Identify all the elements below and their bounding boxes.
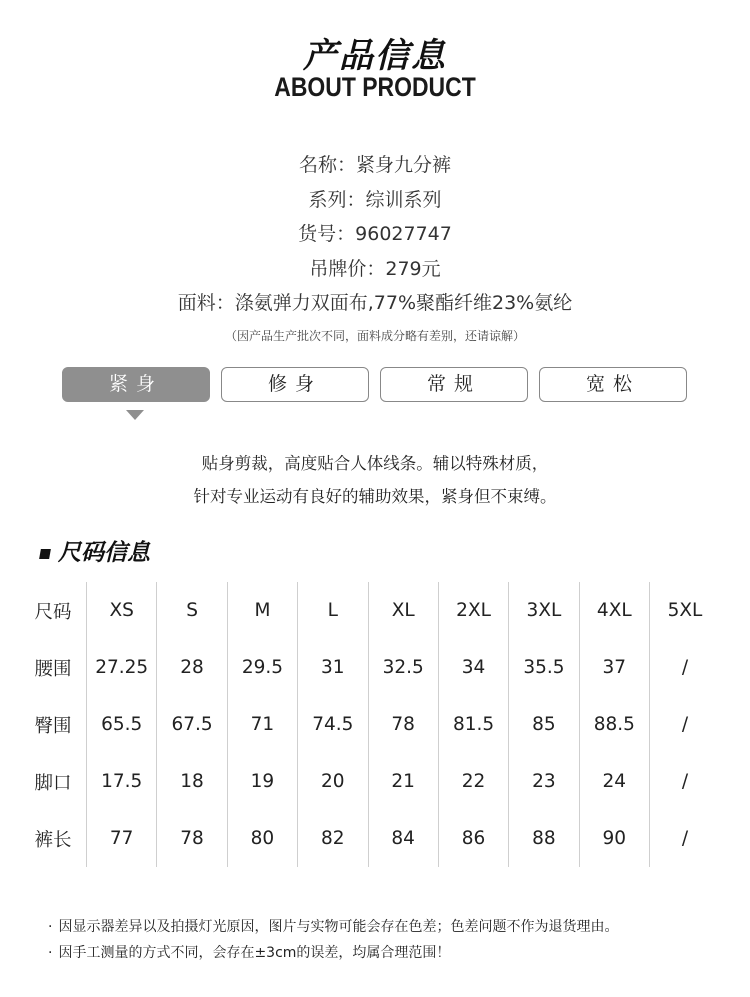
size-table-cell: 71: [227, 696, 297, 753]
size-table-header-row: [20, 582, 720, 639]
size-table-cell: 28: [157, 639, 227, 696]
size-table-cell: 88.5: [579, 696, 649, 753]
size-table-row: [20, 753, 720, 810]
size-table-row-label: 臀围: [34, 715, 72, 737]
fit-description: [0, 447, 750, 513]
fabric-note: （因产品生产批次不同，面料成分略有差别，还请谅解）: [224, 329, 525, 343]
size-table-cell: 20: [298, 753, 368, 810]
size-table-cell: M: [227, 582, 297, 639]
fit-description-line: 贴身剪裁，高度贴合人体线条。辅以特殊材质，: [201, 454, 549, 473]
size-table-cell: 67.5: [157, 696, 227, 753]
footnote-text: 因手工测量的方式不同，会存在±3cm的误差，均属合理范围！: [58, 945, 451, 961]
size-table-cell: 19: [227, 753, 297, 810]
size-table-cell: 4XL: [579, 582, 649, 639]
fit-description-line: 针对专业运动有良好的辅助效果，紧身但不束缚。: [193, 487, 557, 506]
size-table-cell: 77: [87, 810, 157, 867]
product-series: 系列：综训系列: [308, 188, 442, 211]
size-table-cell: 3XL: [509, 582, 579, 639]
size-table-cell: 88: [509, 810, 579, 867]
size-table-cell: 27.25: [87, 639, 157, 696]
square-bullet-icon: [39, 549, 51, 559]
footnote-bullet: ·: [48, 919, 53, 935]
size-table-cell: 74.5: [298, 696, 368, 753]
footnote-text: 因显示器差异以及拍摄灯光原因，图片与实物可能会存在色差；色差问题不作为退货理由。: [58, 919, 619, 935]
selected-fit-pointer-icon: [126, 410, 144, 420]
product-item-no: 货号：96027747: [298, 223, 452, 245]
size-table-cell: 35.5: [509, 639, 579, 696]
size-table-cell: 21: [368, 753, 438, 810]
size-table-row-label: 尺码: [34, 601, 72, 623]
size-table-cell: 24: [579, 753, 649, 810]
size-table-cell: S: [157, 582, 227, 639]
size-table-cell: L: [298, 582, 368, 639]
footnote: [48, 914, 618, 940]
size-table-cell: /: [650, 696, 721, 753]
size-table-cell: XL: [368, 582, 438, 639]
footnote: [48, 940, 618, 966]
size-table-cell: 18: [157, 753, 227, 810]
size-table-cell: 90: [579, 810, 649, 867]
size-table-cell: 34: [438, 639, 508, 696]
page-subtitle: ABOUT PRODUCT: [274, 72, 476, 102]
size-table-row: [20, 810, 720, 867]
size-table-row-label: 腰围: [34, 658, 72, 680]
size-table-row: [20, 639, 720, 696]
size-table-cell: /: [650, 753, 721, 810]
size-table-cell: 65.5: [87, 696, 157, 753]
size-table-cell: /: [650, 639, 721, 696]
size-table-cell: 23: [509, 753, 579, 810]
size-table-cell: 2XL: [438, 582, 508, 639]
size-table-cell: 86: [438, 810, 508, 867]
footnote-bullet: ·: [48, 945, 53, 961]
size-table-cell: 31: [298, 639, 368, 696]
product-name: 名称：紧身九分裤: [298, 154, 451, 176]
size-table-cell: 37: [579, 639, 649, 696]
size-table-cell: 78: [368, 696, 438, 753]
fit-selector: [62, 367, 688, 402]
fit-option-tight[interactable]: 紧身: [62, 367, 210, 402]
size-table-cell: 82: [298, 810, 368, 867]
size-table-cell: 80: [227, 810, 297, 867]
size-table-cell: 29.5: [227, 639, 297, 696]
product-info: [0, 148, 750, 321]
size-table-row-label: 裤长: [34, 829, 72, 851]
footnotes: [48, 914, 618, 966]
product-price: 吊牌价：279元: [309, 257, 441, 280]
size-section-title-text: 尺码信息: [58, 540, 150, 566]
size-table-row-label: 脚口: [34, 772, 72, 794]
product-fabric: 面料：涤氨弹力双面布,77%聚酯纤维23%氨纶: [177, 292, 573, 314]
size-table-cell: 17.5: [87, 753, 157, 810]
page-title: 产品信息: [303, 36, 447, 76]
size-table-cell: 85: [509, 696, 579, 753]
fit-option-loose[interactable]: 宽松: [539, 367, 687, 402]
size-table-cell: 81.5: [438, 696, 508, 753]
size-section-title: [40, 534, 150, 567]
size-table: [20, 582, 720, 867]
size-table-cell: 32.5: [368, 639, 438, 696]
size-table-row: [20, 696, 720, 753]
size-table-cell: XS: [87, 582, 157, 639]
size-table-cell: 22: [438, 753, 508, 810]
size-table-cell: /: [650, 810, 721, 867]
size-table-cell: 5XL: [650, 582, 721, 639]
fit-option-regular[interactable]: 常规: [380, 367, 528, 402]
size-table-cell: 78: [157, 810, 227, 867]
fit-option-slim[interactable]: 修身: [221, 367, 369, 402]
size-table-cell: 84: [368, 810, 438, 867]
